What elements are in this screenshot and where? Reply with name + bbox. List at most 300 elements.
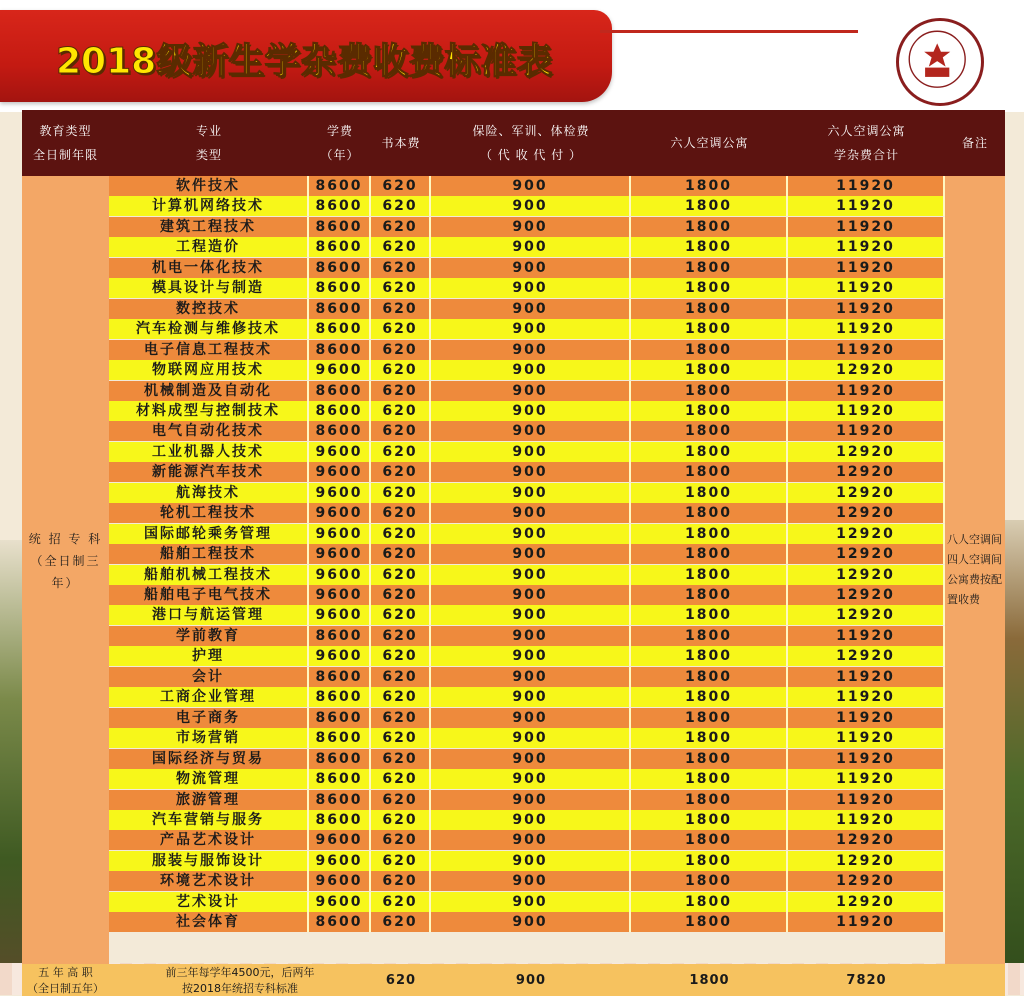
remark-line: 公寓费按配 <box>947 573 1002 586</box>
decorative-scenery-left <box>0 540 24 995</box>
cell-insurance: 900 <box>431 626 631 646</box>
table-row-five-year <box>22 964 1005 996</box>
cell-major: 计算机网络技术 <box>109 196 309 216</box>
header-edu-type <box>22 110 109 176</box>
cell-insurance: 900 <box>431 258 631 278</box>
cell-books: 620 <box>371 790 431 810</box>
table-row <box>109 196 945 216</box>
header-major-line1: 专业 <box>195 124 222 138</box>
table-row <box>109 503 945 523</box>
cell-tuition: 8600 <box>309 196 371 216</box>
cell-books: 620 <box>371 299 431 319</box>
cell-tuition: 8600 <box>309 258 371 278</box>
cell-books: 620 <box>371 667 431 687</box>
cell-insurance: 900 <box>431 769 631 789</box>
cell-dorm: 1800 <box>631 892 788 912</box>
table-row <box>109 565 945 585</box>
cell-tuition: 9600 <box>309 605 371 625</box>
cell-books: 620 <box>371 830 431 850</box>
cell-books: 620 <box>371 912 431 932</box>
cell-dorm: 1800 <box>631 708 788 728</box>
table-row <box>109 299 945 319</box>
table-row <box>109 749 945 769</box>
cell-insurance: 900 <box>431 544 631 564</box>
cell-major: 工业机器人技术 <box>109 442 309 462</box>
cell-insurance: 900 <box>431 299 631 319</box>
cell-dorm: 1800 <box>631 258 788 278</box>
cell-tuition: 8600 <box>309 790 371 810</box>
cell-books: 620 <box>371 196 431 216</box>
cell-total: 11920 <box>788 401 945 421</box>
cell-books: 620 <box>371 626 431 646</box>
cell-dorm: 1800 <box>631 687 788 707</box>
cell-dorm: 1800 <box>631 565 788 585</box>
table-row <box>109 421 945 441</box>
cell-dorm: 1800 <box>631 585 788 605</box>
table-row <box>109 340 945 360</box>
cell-major: 汽车营销与服务 <box>109 810 309 830</box>
header-tuition <box>309 110 371 176</box>
cell-total: 11920 <box>788 912 945 932</box>
cell-total: 11920 <box>788 237 945 257</box>
cell-total: 11920 <box>788 790 945 810</box>
cell-total: 11920 <box>788 769 945 789</box>
cell-tuition: 9600 <box>309 892 371 912</box>
cell-tuition: 8600 <box>309 667 371 687</box>
cell-books: 620 <box>371 319 431 339</box>
cell-major: 旅游管理 <box>109 790 309 810</box>
cell-dorm: 1800 <box>631 483 788 503</box>
cell-total: 11920 <box>788 258 945 278</box>
table-row <box>109 851 945 871</box>
cell-tuition: 9600 <box>309 565 371 585</box>
cell-insurance: 900 <box>431 462 631 482</box>
cell-total: 12920 <box>788 360 945 380</box>
header-major <box>109 110 309 176</box>
cell-insurance: 900 <box>431 278 631 298</box>
cell-major: 轮机工程技术 <box>109 503 309 523</box>
cell-tuition: 8600 <box>309 401 371 421</box>
cell-insurance: 900 <box>431 892 631 912</box>
cell-major: 国际经济与贸易 <box>109 749 309 769</box>
cell-dorm: 1800 <box>631 237 788 257</box>
cell-major: 船舶工程技术 <box>109 544 309 564</box>
decorative-scenery-right <box>1004 520 1024 995</box>
cell-insurance: 900 <box>431 401 631 421</box>
table-row <box>109 769 945 789</box>
cell-insurance: 900 <box>431 585 631 605</box>
table-row <box>109 728 945 748</box>
header-books <box>371 110 431 176</box>
table-row <box>109 217 945 237</box>
table-row <box>109 258 945 278</box>
cell-total: 11920 <box>788 196 945 216</box>
cell-dorm: 1800 <box>631 646 788 666</box>
cell-total: 11920 <box>788 217 945 237</box>
seal-ring-icon <box>899 21 981 103</box>
cell-total: 12920 <box>788 871 945 891</box>
cell-tuition: 8600 <box>309 708 371 728</box>
cell-tuition: 8600 <box>309 319 371 339</box>
cell-dorm: 1800 <box>631 810 788 830</box>
cell-insurance: 900 <box>431 687 631 707</box>
header-tuition-line1: 学费 <box>326 124 353 138</box>
five-year-insurance: 900 <box>515 972 547 988</box>
cell-books: 620 <box>371 810 431 830</box>
table-row <box>109 401 945 421</box>
cell-dorm: 1800 <box>631 912 788 932</box>
cell-dorm: 1800 <box>631 728 788 748</box>
cell-major: 机械制造及自动化 <box>109 381 309 401</box>
cell-tuition: 9600 <box>309 503 371 523</box>
cell-tuition: 9600 <box>309 585 371 605</box>
cell-major: 机电一体化技术 <box>109 258 309 278</box>
cell-major: 软件技术 <box>109 176 309 196</box>
cell-major: 汽车检测与维修技术 <box>109 319 309 339</box>
cell-major: 环境艺术设计 <box>109 871 309 891</box>
cell-books: 620 <box>371 892 431 912</box>
header-books-label: 书本费 <box>381 136 421 150</box>
five-year-dorm: 1800 <box>689 972 730 988</box>
cell-major: 模具设计与制造 <box>109 278 309 298</box>
cell-major: 新能源汽车技术 <box>109 462 309 482</box>
header-remark <box>945 110 1005 176</box>
cell-total: 12920 <box>788 503 945 523</box>
cell-books: 620 <box>371 401 431 421</box>
page-title: 2018级新生学杂费收费标准表 <box>56 41 553 82</box>
cell-major: 工商企业管理 <box>109 687 309 707</box>
cell-books: 620 <box>371 340 431 360</box>
cell-total: 12920 <box>788 605 945 625</box>
cell-insurance: 900 <box>431 851 631 871</box>
table-row <box>109 912 945 932</box>
table-row <box>109 871 945 891</box>
cell-total: 11920 <box>788 381 945 401</box>
cell-insurance: 900 <box>431 790 631 810</box>
cell-books: 620 <box>371 749 431 769</box>
cell-dorm: 1800 <box>631 503 788 523</box>
table-row <box>109 626 945 646</box>
cell-tuition: 8600 <box>309 278 371 298</box>
cell-books: 620 <box>371 585 431 605</box>
cell-books: 620 <box>371 237 431 257</box>
cell-major: 船舶电子电气技术 <box>109 585 309 605</box>
cell-major: 市场营销 <box>109 728 309 748</box>
cell-dorm: 1800 <box>631 401 788 421</box>
cell-dorm: 1800 <box>631 196 788 216</box>
cell-dorm: 1800 <box>631 381 788 401</box>
five-year-books: 620 <box>385 972 417 988</box>
cell-total: 11920 <box>788 749 945 769</box>
cell-tuition: 8600 <box>309 340 371 360</box>
banner-divider <box>600 30 858 33</box>
cell-insurance: 900 <box>431 421 631 441</box>
cell-insurance: 900 <box>431 646 631 666</box>
cell-total: 11920 <box>788 340 945 360</box>
cell-books: 620 <box>371 646 431 666</box>
cell-insurance: 900 <box>431 483 631 503</box>
cell-dorm: 1800 <box>631 360 788 380</box>
cell-total: 12920 <box>788 483 945 503</box>
header-insurance-line1: 保险、军训、体检费 <box>472 124 590 138</box>
cell-tuition: 9600 <box>309 483 371 503</box>
cell-major: 数控技术 <box>109 299 309 319</box>
cell-books: 620 <box>371 871 431 891</box>
cell-total: 11920 <box>788 176 945 196</box>
cell-books: 620 <box>371 421 431 441</box>
cell-total: 12920 <box>788 830 945 850</box>
cell-major: 艺术设计 <box>109 892 309 912</box>
cell-major: 学前教育 <box>109 626 309 646</box>
cell-total: 12920 <box>788 524 945 544</box>
cell-tuition: 9600 <box>309 524 371 544</box>
cell-insurance: 900 <box>431 810 631 830</box>
cell-total: 12920 <box>788 646 945 666</box>
cell-dorm: 1800 <box>631 524 788 544</box>
table-row <box>109 483 945 503</box>
cell-major: 电气自动化技术 <box>109 421 309 441</box>
cell-tuition: 8600 <box>309 421 371 441</box>
cell-tuition: 9600 <box>309 830 371 850</box>
remark-line: 八人空调间 <box>947 533 1002 546</box>
header-major-line2: 类型 <box>195 148 222 162</box>
header-total-line2: 学杂费合计 <box>833 148 899 162</box>
header-edu-type-line2: 全日制年限 <box>32 148 98 162</box>
cell-major: 航海技术 <box>109 483 309 503</box>
cell-books: 620 <box>371 605 431 625</box>
cell-major: 工程造价 <box>109 237 309 257</box>
cell-major: 电子商务 <box>109 708 309 728</box>
cell-books: 620 <box>371 524 431 544</box>
cell-dorm: 1800 <box>631 769 788 789</box>
cell-insurance: 900 <box>431 319 631 339</box>
cell-total: 11920 <box>788 421 945 441</box>
cell-dorm: 1800 <box>631 667 788 687</box>
cell-dorm: 1800 <box>631 790 788 810</box>
cell-tuition: 8600 <box>309 626 371 646</box>
table-row <box>109 278 945 298</box>
cell-total: 11920 <box>788 667 945 687</box>
edu-type-label-line1: 统 招 专 科 <box>28 532 103 546</box>
cell-total: 11920 <box>788 708 945 728</box>
five-year-type-line2: （全日制五年） <box>27 982 104 995</box>
cell-insurance: 900 <box>431 565 631 585</box>
cell-books: 620 <box>371 217 431 237</box>
cell-dorm: 1800 <box>631 319 788 339</box>
table-row <box>109 381 945 401</box>
cell-tuition: 9600 <box>309 871 371 891</box>
cell-books: 620 <box>371 708 431 728</box>
cell-insurance: 900 <box>431 381 631 401</box>
remark-line: 置收费 <box>947 593 980 606</box>
table-row <box>109 585 945 605</box>
table-row <box>109 176 945 196</box>
cell-books: 620 <box>371 503 431 523</box>
table-row <box>109 524 945 544</box>
edu-type-label <box>22 528 109 594</box>
cell-insurance: 900 <box>431 728 631 748</box>
cell-major: 服装与服饰设计 <box>109 851 309 871</box>
cell-books: 620 <box>371 544 431 564</box>
cell-insurance: 900 <box>431 503 631 523</box>
school-seal-icon <box>896 18 984 106</box>
cell-books: 620 <box>371 687 431 707</box>
cell-dorm: 1800 <box>631 217 788 237</box>
cell-dorm: 1800 <box>631 340 788 360</box>
cell-total: 11920 <box>788 299 945 319</box>
header-tuition-line2: （年） <box>320 148 360 162</box>
cell-tuition: 9600 <box>309 360 371 380</box>
cell-major: 会计 <box>109 667 309 687</box>
cell-major: 港口与航运管理 <box>109 605 309 625</box>
cell-total: 11920 <box>788 728 945 748</box>
five-year-tuition <box>109 964 371 996</box>
header-insurance <box>431 110 631 176</box>
cell-dorm: 1800 <box>631 749 788 769</box>
table-row <box>109 462 945 482</box>
five-year-tuition-line2: 按2018年统招专科标准 <box>182 982 298 995</box>
remark-text <box>947 530 1005 610</box>
edu-type-column <box>22 176 109 964</box>
cell-tuition: 8600 <box>309 687 371 707</box>
cell-tuition: 8600 <box>309 381 371 401</box>
cell-dorm: 1800 <box>631 278 788 298</box>
table-row <box>109 544 945 564</box>
cell-total: 12920 <box>788 585 945 605</box>
cell-tuition: 8600 <box>309 728 371 748</box>
cell-insurance: 900 <box>431 217 631 237</box>
cell-dorm: 1800 <box>631 626 788 646</box>
cell-total: 12920 <box>788 442 945 462</box>
cell-major: 材料成型与控制技术 <box>109 401 309 421</box>
table-row <box>109 708 945 728</box>
cell-books: 620 <box>371 258 431 278</box>
cell-insurance: 900 <box>431 912 631 932</box>
cell-major: 船舶机械工程技术 <box>109 565 309 585</box>
cell-total: 11920 <box>788 687 945 707</box>
table-row <box>109 810 945 830</box>
five-year-tuition-line1: 前三年每学年4500元，后两年 <box>165 966 315 979</box>
cell-tuition: 8600 <box>309 176 371 196</box>
cell-insurance: 900 <box>431 605 631 625</box>
header-dorm <box>631 110 788 176</box>
header-remark-label: 备注 <box>961 136 988 150</box>
cell-insurance: 900 <box>431 749 631 769</box>
cell-major: 护理 <box>109 646 309 666</box>
cell-books: 620 <box>371 565 431 585</box>
cell-tuition: 8600 <box>309 237 371 257</box>
cell-books: 620 <box>371 728 431 748</box>
cell-insurance: 900 <box>431 360 631 380</box>
table-row <box>109 892 945 912</box>
cell-tuition: 9600 <box>309 646 371 666</box>
cell-dorm: 1800 <box>631 462 788 482</box>
table-row <box>109 790 945 810</box>
table-row <box>109 687 945 707</box>
cell-dorm: 1800 <box>631 830 788 850</box>
cell-total: 12920 <box>788 851 945 871</box>
cell-total: 12920 <box>788 565 945 585</box>
cell-tuition: 8600 <box>309 810 371 830</box>
cell-dorm: 1800 <box>631 442 788 462</box>
cell-tuition: 9600 <box>309 544 371 564</box>
cell-major: 产品艺术设计 <box>109 830 309 850</box>
table-row <box>109 646 945 666</box>
cell-insurance: 900 <box>431 667 631 687</box>
header-edu-type-line1: 教育类型 <box>39 124 92 138</box>
cell-tuition: 9600 <box>309 442 371 462</box>
cell-total: 11920 <box>788 810 945 830</box>
cell-insurance: 900 <box>431 830 631 850</box>
header-dorm-label: 六人空调公寓 <box>670 136 749 150</box>
five-year-total: 7820 <box>846 972 887 988</box>
cell-dorm: 1800 <box>631 851 788 871</box>
cell-total: 11920 <box>788 319 945 339</box>
cell-insurance: 900 <box>431 871 631 891</box>
cell-tuition: 8600 <box>309 749 371 769</box>
cell-dorm: 1800 <box>631 871 788 891</box>
table-row <box>109 237 945 257</box>
cell-tuition: 8600 <box>309 217 371 237</box>
cell-major: 社会体育 <box>109 912 309 932</box>
header-total <box>788 110 945 176</box>
cell-books: 620 <box>371 769 431 789</box>
table-row <box>109 605 945 625</box>
cell-tuition: 8600 <box>309 299 371 319</box>
cell-major: 物联网应用技术 <box>109 360 309 380</box>
cell-insurance: 900 <box>431 176 631 196</box>
cell-dorm: 1800 <box>631 176 788 196</box>
cell-dorm: 1800 <box>631 544 788 564</box>
cell-major: 国际邮轮乘务管理 <box>109 524 309 544</box>
cell-insurance: 900 <box>431 524 631 544</box>
header-insurance-line2: （ 代 收 代 付 ） <box>479 148 583 162</box>
cell-total: 12920 <box>788 892 945 912</box>
cell-tuition: 9600 <box>309 462 371 482</box>
cell-total: 11920 <box>788 278 945 298</box>
cell-insurance: 900 <box>431 708 631 728</box>
cell-insurance: 900 <box>431 340 631 360</box>
cell-total: 11920 <box>788 626 945 646</box>
remark-column <box>945 176 1005 964</box>
table-header <box>22 110 1005 176</box>
cell-insurance: 900 <box>431 196 631 216</box>
remark-line: 四人空调间 <box>947 553 1002 566</box>
header-total-line1: 六人空调公寓 <box>827 124 906 138</box>
cell-dorm: 1800 <box>631 299 788 319</box>
table-row <box>109 442 945 462</box>
cell-insurance: 900 <box>431 442 631 462</box>
cell-books: 620 <box>371 278 431 298</box>
five-year-type-line1: 五 年 高 职 <box>38 966 93 979</box>
table-row <box>109 667 945 687</box>
cell-major: 物流管理 <box>109 769 309 789</box>
table-row <box>109 830 945 850</box>
cell-tuition: 8600 <box>309 912 371 932</box>
cell-insurance: 900 <box>431 237 631 257</box>
edu-type-label-line2: （全日制三年） <box>30 554 101 590</box>
table-row <box>109 360 945 380</box>
cell-dorm: 1800 <box>631 421 788 441</box>
cell-books: 620 <box>371 851 431 871</box>
cell-major: 建筑工程技术 <box>109 217 309 237</box>
cell-total: 12920 <box>788 462 945 482</box>
cell-major: 电子信息工程技术 <box>109 340 309 360</box>
cell-books: 620 <box>371 360 431 380</box>
cell-total: 12920 <box>788 544 945 564</box>
cell-tuition: 8600 <box>309 769 371 789</box>
cell-books: 620 <box>371 483 431 503</box>
